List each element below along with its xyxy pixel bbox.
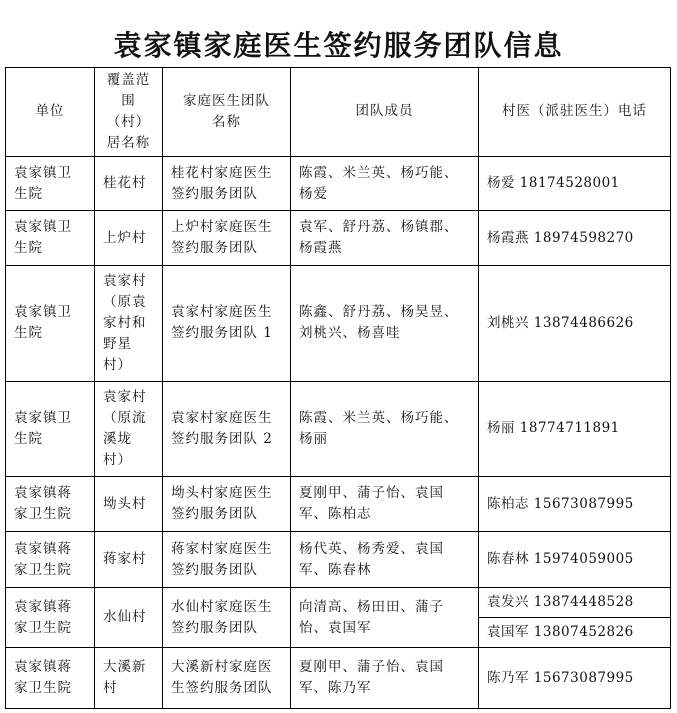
- cell-team: 袁家村家庭医生签约服务团队 2: [163, 381, 291, 476]
- cell-coverage: 上炉村: [95, 211, 163, 266]
- table-row: [6, 532, 671, 588]
- cell-coverage: 袁家村（原流溪垅村）: [95, 381, 163, 476]
- cell-team: 蒋家村家庭医生签约服务团队: [163, 532, 291, 588]
- cell-unit: 袁家镇卫生院: [6, 381, 95, 476]
- cell-coverage: 袁家村（原袁家村和野星村）: [95, 265, 163, 381]
- cell-team: 袁家村家庭医生签约服务团队 1: [163, 265, 291, 381]
- cell-unit: 袁家镇卫生院: [6, 156, 95, 211]
- table-row: [6, 381, 671, 476]
- table-row: [6, 211, 671, 266]
- cell-team: 坳头村家庭医生签约服务团队: [163, 476, 291, 532]
- cell-phone: 杨爱 18174528001: [479, 156, 671, 211]
- cell-members: 袁军、舒丹荔、杨镇郡、杨霞燕: [291, 211, 479, 266]
- cell-team: 水仙村家庭医生签约服务团队: [163, 587, 291, 648]
- cell-coverage: 大溪新村: [95, 648, 163, 709]
- cell-unit: 袁家镇蒋家卫生院: [6, 587, 95, 648]
- cell-members: 向清高、杨田田、蒲子怡、袁国军: [291, 587, 479, 648]
- cell-coverage: 坳头村: [95, 476, 163, 532]
- cell-phone: 杨丽 18774711891: [479, 381, 671, 476]
- team-info-table: [5, 67, 671, 709]
- cell-unit: 袁家镇卫生院: [6, 211, 95, 266]
- table-row: [6, 648, 671, 709]
- cell-phone: 陈柏志 15673087995: [479, 476, 671, 532]
- table-row: [6, 587, 671, 617]
- cell-coverage: 水仙村: [95, 587, 163, 648]
- header-team-name: 家庭医生团队 名称: [163, 68, 291, 157]
- table-row: [6, 476, 671, 532]
- cell-phone-2: 袁国军 13807452826: [479, 618, 671, 648]
- table-row: [6, 265, 671, 381]
- cell-unit: 袁家镇蒋家卫生院: [6, 648, 95, 709]
- header-phone: 村医（派驻医生）电话: [479, 68, 671, 157]
- header-row: [6, 68, 671, 157]
- cell-unit: 袁家镇卫生院: [6, 265, 95, 381]
- cell-phone: 杨霞燕 18974598270: [479, 211, 671, 266]
- cell-members: 杨代英、杨秀爱、袁国军、陈春林: [291, 532, 479, 588]
- header-coverage: 覆盖范 围 （村） 居名称: [95, 68, 163, 157]
- cell-unit: 袁家镇蒋家卫生院: [6, 476, 95, 532]
- header-members: 团队成员: [291, 68, 479, 157]
- table-row: [6, 156, 671, 211]
- cell-members: 夏刚甲、蒲子怡、袁国军、陈乃军: [291, 648, 479, 709]
- cell-phone: 刘桃兴 13874486626: [479, 265, 671, 381]
- cell-coverage: 桂花村: [95, 156, 163, 211]
- cell-phone: 陈春林 15974059005: [479, 532, 671, 588]
- cell-phone: 陈乃军 15673087995: [479, 648, 671, 709]
- cell-team: 上炉村家庭医生签约服务团队: [163, 211, 291, 266]
- cell-unit: 袁家镇蒋家卫生院: [6, 532, 95, 588]
- cell-members: 陈霞、米兰英、杨巧能、杨丽: [291, 381, 479, 476]
- cell-members: 陈鑫、舒丹荔、杨昊昱、刘桃兴、杨喜哇: [291, 265, 479, 381]
- cell-coverage: 蒋家村: [95, 532, 163, 588]
- page-title: 袁家镇家庭医生签约服务团队信息: [113, 29, 564, 62]
- cell-team: 大溪新村家庭医生签约服务团队: [163, 648, 291, 709]
- cell-members: 夏刚甲、蒲子怡、袁国军、陈柏志: [291, 476, 479, 532]
- cell-members: 陈霞、米兰英、杨巧能、杨爱: [291, 156, 479, 211]
- cell-team: 桂花村家庭医生签约服务团队: [163, 156, 291, 211]
- header-unit: 单位: [6, 68, 95, 157]
- cell-phone: 袁发兴 13874448528: [479, 587, 671, 617]
